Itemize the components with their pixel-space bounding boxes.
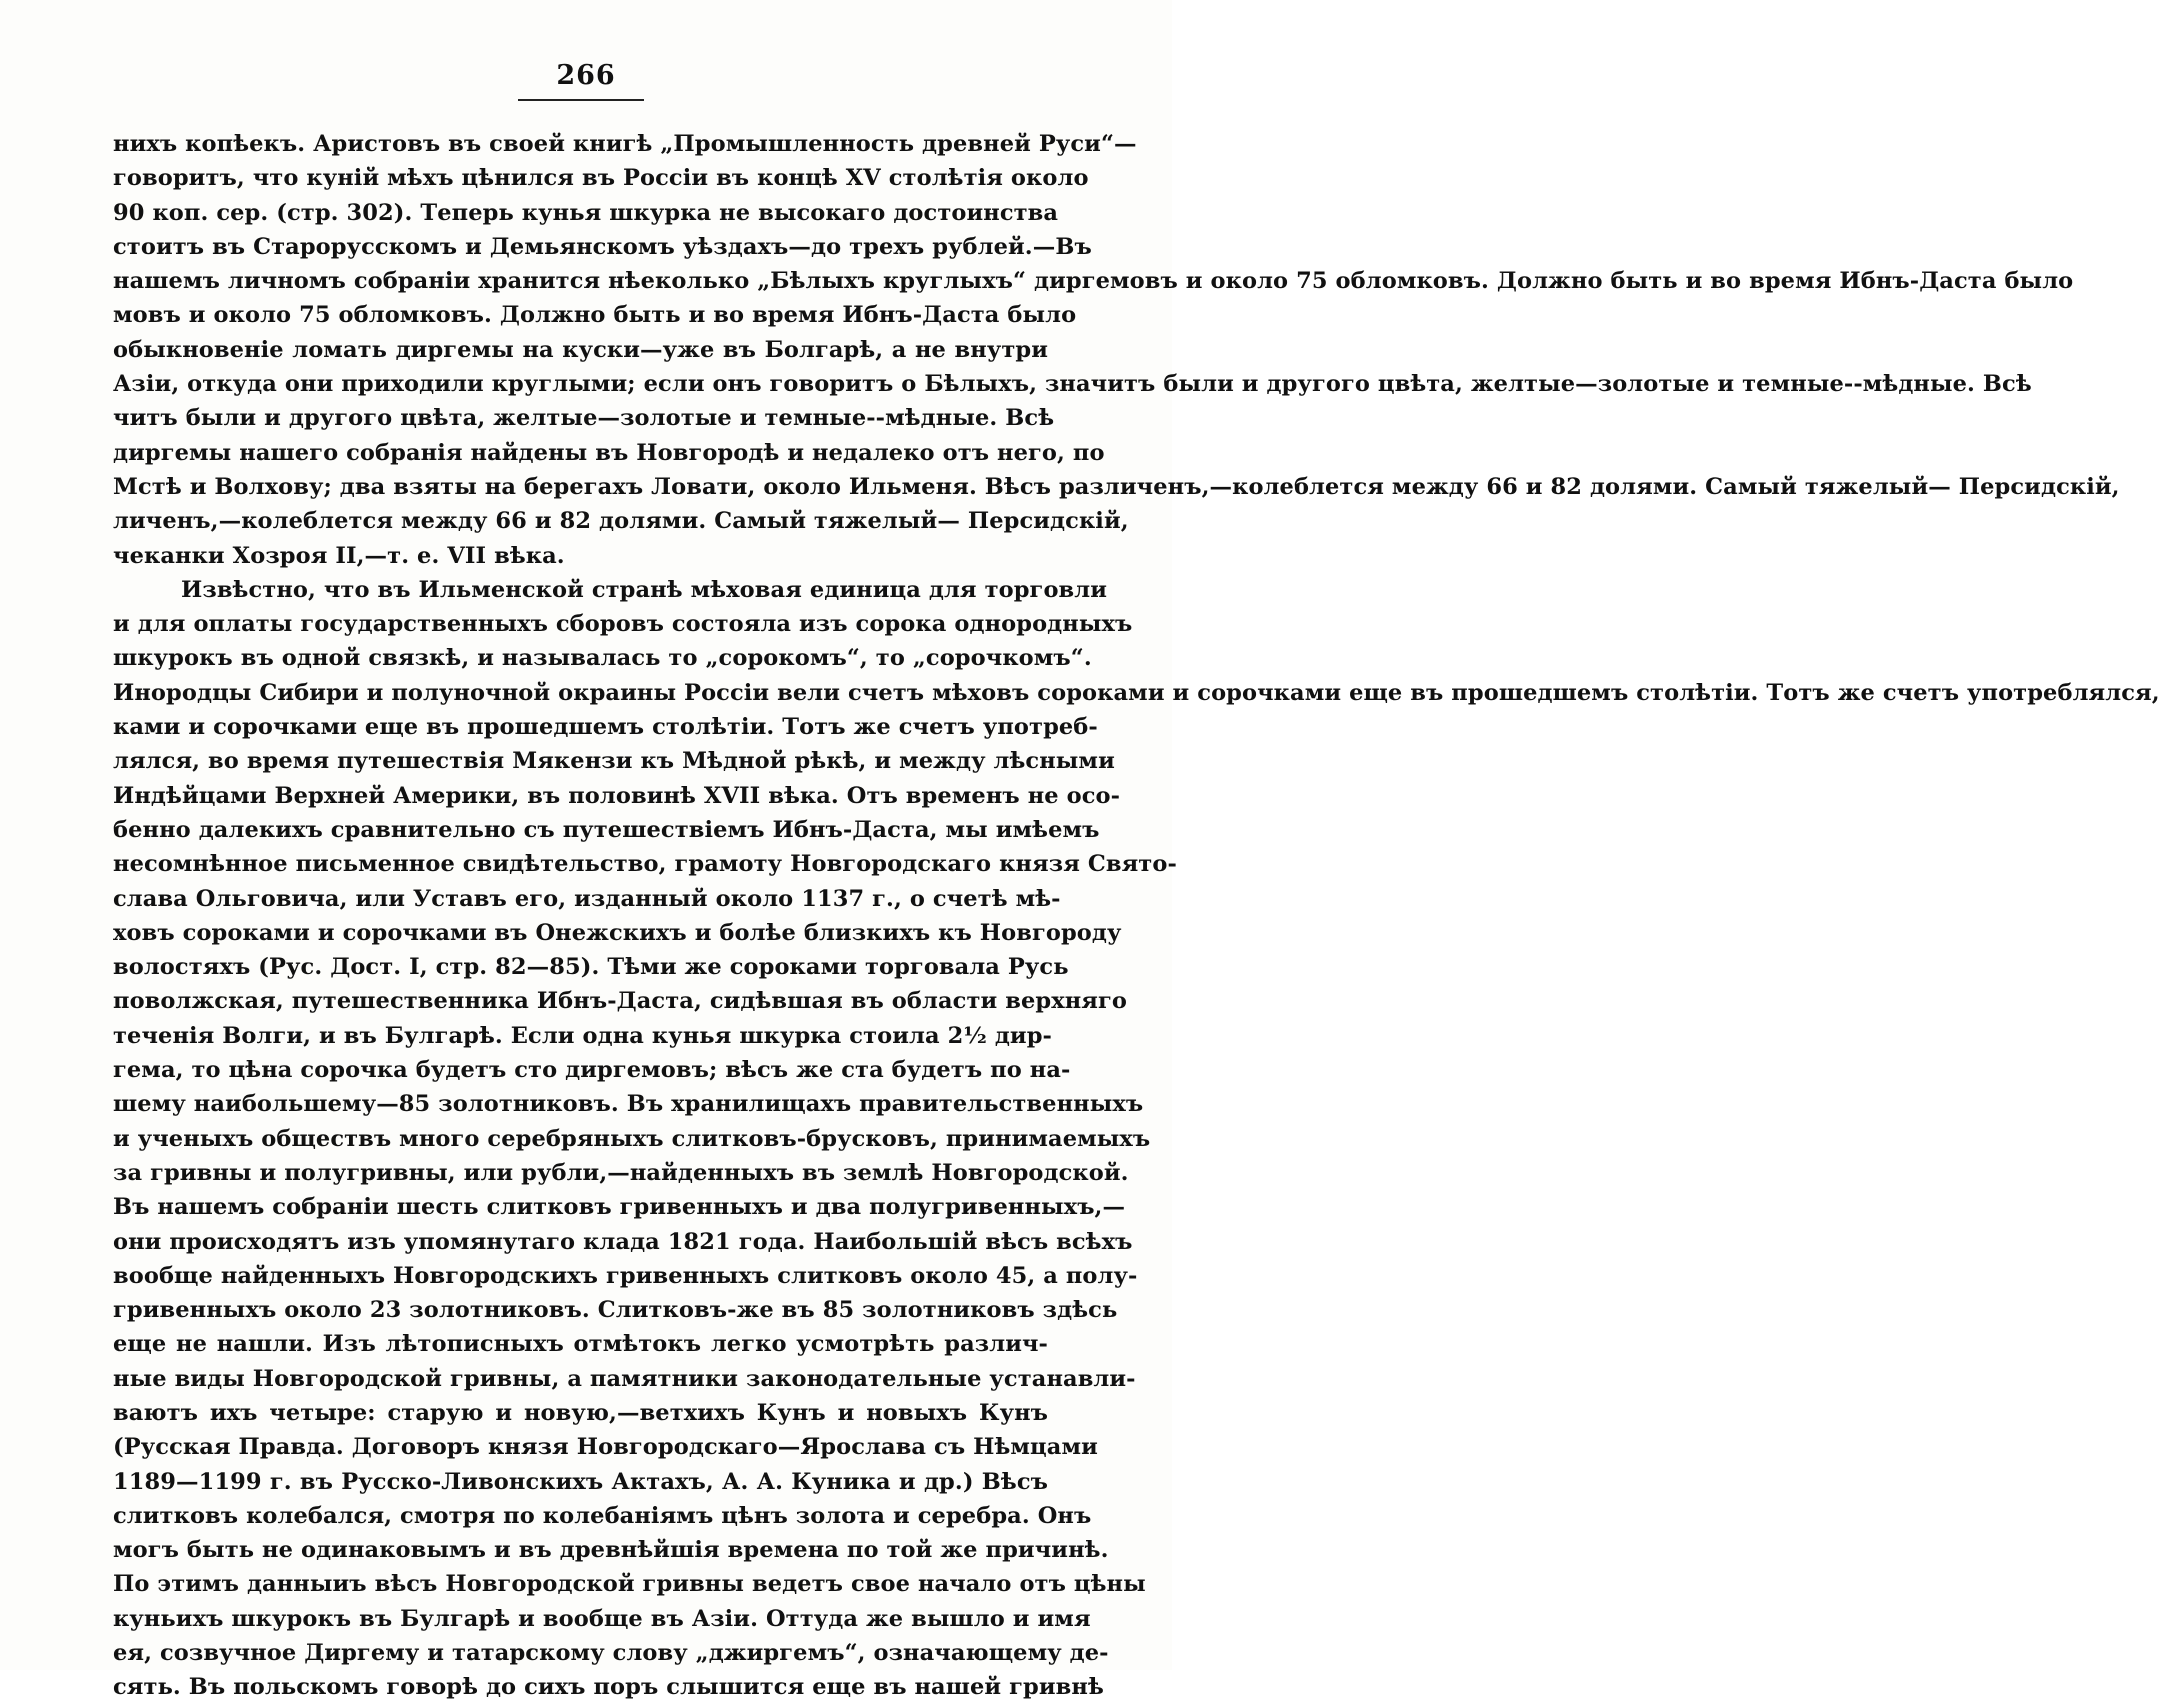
text-line: и ученыхъ обществъ много серебряныхъ слитковъ-брусковъ, принимаемыхъ (113, 1125, 1151, 1152)
text-line: 1189—1199 г. въ Русско-Ливонскихъ Актахъ, А. А. Куника и др.) Вѣсъ (113, 1468, 1048, 1495)
text-line: По этимъ данныиъ вѣсъ Новгородской гривны ведетъ свое начало отъ цѣны (113, 1571, 1146, 1598)
text-line: диргемы нашего собранія найдены въ Новгородѣ и недалеко отъ него, по (113, 439, 1105, 466)
paragraph-start-line: Извѣстно, что въ Ильменской странѣ мѣховая единица для торговли (181, 576, 1108, 603)
text-line: слава Ольговича, или Уставъ его, изданный около 1137 г., о счетѣ мѣ- (113, 885, 1061, 912)
text-line: 90 коп. сер. (стр. 302). Теперь кунья шкурка не высокаго достоинства (113, 199, 1059, 226)
text-line: несомнѣнное письменное свидѣтельство, грамоту Новгородскаго князя Свято- (113, 851, 1177, 878)
text-line: Инородцы Сибири и полуночной окраины Россіи вели счетъ мѣховъ сороками и сорочками еще въ прошедшемъ столѣтіи. Тотъ же счетъ употреблялся, (113, 679, 2160, 706)
page-number: 266 (556, 60, 616, 91)
text-line: обыкновеніе ломать диргемы на куски—уже въ Болгарѣ, а не внутри (113, 336, 1048, 363)
text-line: шему наибольшему—85 золотниковъ. Въ хранилищахъ правительственныхъ (113, 1091, 1144, 1118)
text-line: Мстѣ и Волхову; два взяты на берегахъ Ловати, около Ильменя. Вѣсъ различенъ,—колеблется между 66 и 82 долями. Самый тяжелый— Персидскій, (113, 473, 2120, 500)
text-line: и для оплаты государственныхъ сборовъ состояла изъ сорока однородныхъ (113, 611, 1133, 638)
text-line: стоитъ въ Старорусскомъ и Демьянскомъ уѣздахъ—до трехъ рублей.—Въ (113, 233, 1092, 260)
text-line: гривенныхъ около 23 золотниковъ. Слитковъ-же въ 85 золотниковъ здѣсь (113, 1297, 1118, 1324)
text-line: ками и сорочками еще въ прошедшемъ столѣтіи. Тотъ же счетъ употреб- (113, 714, 1098, 741)
text-line: лялся, во время путешествія Мякензи къ Мѣдной рѣкѣ, и между лѣсными (113, 748, 1115, 775)
text-line: волостяхъ (Рус. Дост. I, стр. 82—85). Тѣми же сороками торговала Русь (113, 954, 1069, 981)
text-line: вообще найденныхъ Новгородскихъ гривенныхъ слитковъ около 45, а полу- (113, 1262, 1138, 1289)
text-line: читъ были и другого цвѣта, желтые—золотые и темные--мѣдные. Всѣ (113, 405, 1055, 432)
text-line: куньихъ шкурокъ въ Булгарѣ и вообще въ Азіи. Оттуда же вышло и имя (113, 1605, 1091, 1632)
text-line: мовъ и около 75 обломковъ. Должно быть и во время Ибнъ-Даста было (113, 302, 1077, 329)
text-line: гема, то цѣна сорочка будетъ сто диргемовъ; вѣсъ же ста будетъ по на- (113, 1057, 1071, 1084)
text-line: ваютъ ихъ четыре: старую и новую,—ветхихъ Кунъ и новыхъ Кунъ (113, 1399, 1048, 1426)
text-line: личенъ,—колеблется между 66 и 82 долями. Самый тяжелый— Персидскій, (113, 508, 1129, 535)
text-line: говоритъ, что куній мѣхъ цѣнился въ Россіи въ концѣ XV столѣтія около (113, 165, 1089, 192)
text-line: ховъ сороками и сорочками въ Онежскихъ и болѣе близкихъ къ Новгороду (113, 919, 1122, 946)
text-line: сять. Въ польскомъ говорѣ до сихъ поръ слышится еще въ нашей гривнѣ (113, 1674, 1104, 1701)
text-line: еще не нашли. Изъ лѣтописныхъ отмѣтокъ легко усмотрѣть различ- (113, 1331, 1048, 1358)
text-line: Индѣйцами Верхней Америки, въ половинѣ XVII вѣка. Отъ временъ не осо- (113, 782, 1121, 809)
text-line: бенно далекихъ сравнительно съ путешествіемъ Ибнъ-Даста, мы имѣемъ (113, 816, 1100, 843)
text-line: Въ нашемъ собраніи шесть слитковъ гривенныхъ и два полугривенныхъ,— (113, 1194, 1126, 1221)
text-line: чеканки Хозроя II,—т. е. VII вѣка. (113, 542, 565, 569)
text-line: ные виды Новгородской гривны, а памятники законодательные устанавли- (113, 1365, 1136, 1392)
text-line: нашемъ личномъ собраніи хранится нѣеколько „Бѣлыхъ круглыхъ“ диргемовъ и около 75 обломковъ. Должно быть и во время Ибнъ-Даста было (113, 268, 2074, 295)
text-line: нихъ копѣекъ. Аристовъ въ своей книгѣ „Промышленность древней Руси“— (113, 131, 1137, 157)
text-line: слитковъ колебался, смотря по колебаніямъ цѣнъ золота и серебра. Онъ (113, 1502, 1092, 1529)
text-line: за гривны и полугривны, или рубли,—найденныхъ въ землѣ Новгородской. (113, 1159, 1129, 1186)
page-number-rule (518, 99, 644, 101)
text-line: теченія Волги, и въ Булгарѣ. Если одна кунья шкурка стоила 2½ дир- (113, 1022, 1052, 1049)
text-line: (Русская Правда. Договоръ князя Новгородскаго—Ярослава съ Нѣмцами (113, 1434, 1098, 1461)
text-line: они происходятъ изъ упомянутаго клада 1821 года. Наибольшій вѣсъ всѣхъ (113, 1228, 1133, 1255)
page-text (113, 127, 2160, 1705)
text-line: могъ быть не одинаковымъ и въ древнѣйшія времена по той же причинѣ. (113, 1537, 1109, 1564)
text-line: поволжская, путешественника Ибнъ-Даста, сидѣвшая въ области верхняго (113, 988, 1128, 1015)
text-line: шкурокъ въ одной связкѣ, и называлась то „сорокомъ“, то „сорочкомъ“. (113, 645, 1092, 672)
text-line: Азіи, откуда они приходили круглыми; если онъ говоритъ о Бѣлыхъ, значитъ были и другого цвѣта, желтые—золотые и темные--мѣдные. Всѣ (113, 371, 2032, 398)
text-line: ея, созвучное Диргему и татарскому слову „джиргемъ“, означающему де- (113, 1640, 1109, 1667)
